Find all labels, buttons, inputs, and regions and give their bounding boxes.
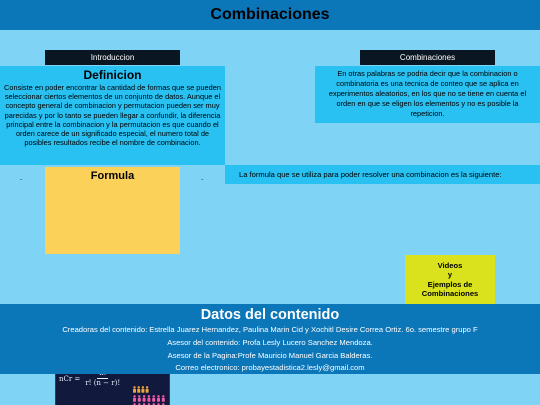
footer-heading: Datos del contenido (200, 307, 340, 323)
combinations-panel (315, 66, 540, 123)
formula-lhs: nCr = (59, 374, 81, 383)
page-title: Combinaciones (210, 6, 330, 23)
page-header (0, 0, 540, 30)
formula-heading: Formula (90, 170, 135, 182)
footer-creators: Creadoras del contenido: Estrella Juarez Hernandez, Paulina Marin Cid y Xochitl Desire Correa Ortiz. 6o. semestre grupo F (62, 325, 478, 334)
videos-button-label: Videos y Ejemplos de Combinaciones (421, 260, 479, 298)
tab-combinaciones[interactable]: Combinaciones (360, 50, 495, 65)
content-info-footer (0, 304, 540, 374)
definition-panel (0, 66, 225, 165)
formula-denominator: r! (n − r)! (85, 379, 121, 387)
people-orange-row (133, 386, 149, 393)
footer-email: Correo electronico: probayestadistica2.lesly@gmail.com (175, 363, 365, 373)
people-pink-rows (133, 395, 165, 405)
dot-marker-left: . (20, 173, 23, 182)
dot-marker-right: . (201, 173, 204, 182)
combinations-text: En otras palabras se podria decir que la combinacion o combinatoria es una tecnica de conteo que se aplica en experimentos aleatorios, en los que no se tiene en cuenta el orden en que se eligen los elementos y no es posible la repeticion. (328, 69, 527, 118)
formula-card (45, 167, 180, 387)
footer-page-advisor: Asesor de la Pagina:Profe Mauricio Manuel Garcia Balderas. (167, 350, 373, 360)
formula-intro-strip (225, 165, 540, 184)
tab-introduccion[interactable]: Introduccion (45, 50, 180, 65)
definition-heading: Definicion (83, 68, 142, 82)
footer-content-advisor: Asesor del contenido: Profa Lesly Lucero Sanchez Mendoza. (167, 337, 373, 347)
people-group-icon (132, 385, 168, 405)
videos-examples-button[interactable] (405, 255, 495, 304)
formula-intro-text: La formula que se utiliza para poder resolver una combinacion es la siguiente: (239, 170, 502, 179)
definition-text: Consiste en poder encontrar la cantidad de formas que se pueden seleccionar ciertos elementos de un conjunto de datos. Aunque el concepto general de combinacion y permutacion pueden ser muy parecidas y por lo tanto se pueden llegar a confundir, la diferencia principal entre la combinacion y la permutacion es que cuando el orden carece de un significado especial, el numero total de posibles resultados recibe el nombre de combinacion. (4, 83, 221, 148)
